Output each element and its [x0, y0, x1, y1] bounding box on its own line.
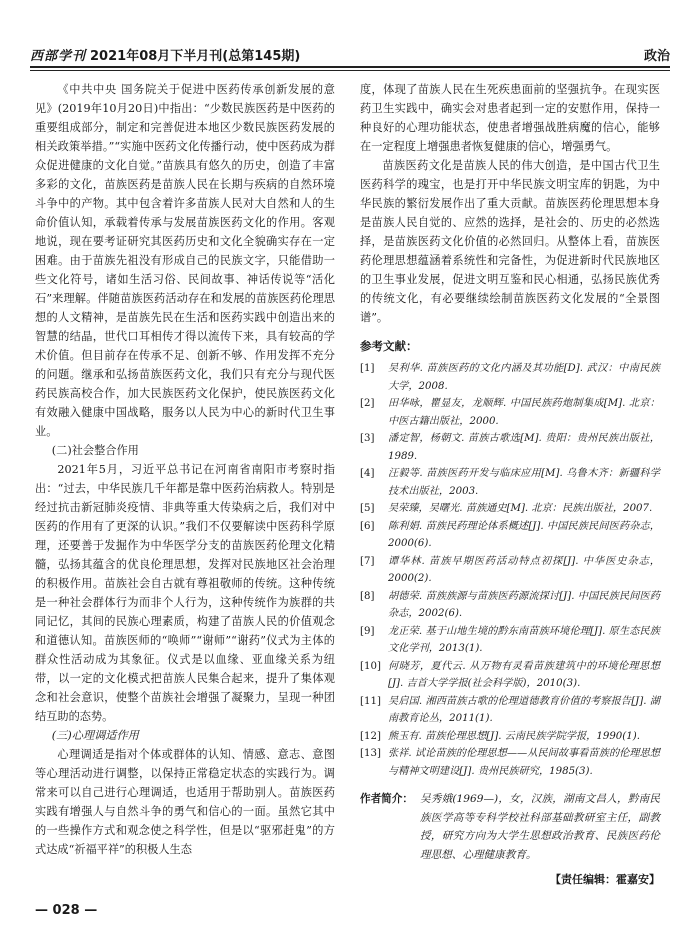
header-rule-thick [30, 66, 670, 68]
page-number: — 028 — [35, 903, 98, 918]
reference-item [360, 693, 660, 728]
reference-item [360, 553, 660, 588]
subheading-psych: (三)心理调适作用 [51, 729, 139, 742]
reference-item [360, 500, 660, 518]
reference-item [360, 518, 660, 553]
reference-number: [1] [360, 363, 375, 374]
author-bio: 吴秀娥(1969—)，女，汉族，湖南文昌人，黔南民族医学高等专科学校社科部基础教研室主任，副教授，研究方向为大学生思想政治教育、民族医药伦理思想、心理健康教育。 [420, 793, 660, 861]
references-list [360, 360, 660, 780]
reference-item [360, 465, 660, 500]
reference-number: [12] [360, 730, 381, 742]
subheading-social: (二)社会整合作用 [51, 444, 139, 457]
reference-text: 胡德荣. 苗族族源与苗族医药源流探讨[J]. 中国民族民间医药杂志，2002(6). [388, 590, 660, 619]
reference-text: 吴启国. 湘西苗族古歌的伦理道德教育价值的考察报告[J]. 湖南教育论丛，2011(1). [388, 695, 660, 724]
reference-text: 潘定智，杨朝文. 苗族古歌选[M]. 贵阳：贵州民族出版社，1989. [388, 433, 660, 462]
page-header [30, 40, 670, 64]
responsible-editor: 【责任编辑：霍嘉安】 [550, 873, 660, 886]
reference-number: [4] [360, 468, 375, 479]
reference-text: 熊玉有. 苗族伦理思想[J]. 云南民族学院学报，1990(1). [388, 730, 640, 742]
reference-number: [11] [360, 695, 381, 707]
reference-number: [3] [360, 433, 375, 444]
reference-item [360, 745, 660, 780]
reference-text: 吴荣臻，吴曙光. 苗族通史[M]. 北京：民族出版社，2007. [388, 503, 653, 514]
author-label: 作者简介： [360, 793, 413, 805]
header-rule-thin [30, 70, 670, 71]
reference-text: 陈利娟. 苗族民药理论体系概述[J]. 中国民族民间医药杂志，2000(6). [388, 520, 660, 549]
author-info [360, 790, 660, 864]
reference-text: 谭华林. 苗族早期医药活动特点初探[J]. 中华医史杂志，2000(2). [388, 555, 660, 584]
body-paragraph: 心理调适是指对个体或群体的认知、情感、意志、意图等心理活动进行调整，以保持正常稳定状态的实践行为。调常来可以自己进行心理调适，也适用于帮助别人。苗族医药实践有增强人与自然斗争的勇气和信心的一面。虽然它其中的一些操作方式和观念使之科学性，但是以“驱邪赶鬼”的方式达成“祈福平祥”的积极人生态 [35, 748, 335, 856]
reference-item [360, 395, 660, 430]
reference-number: [13] [360, 748, 381, 759]
section-title: 政治 [643, 49, 670, 64]
reference-item [360, 623, 660, 658]
body-paragraph: 苗族医药文化是苗族人民的伟大创造，是中国古代卫生医药科学的瑰宝，也是打开中华民族文明宝库的钥匙，为中华民族的繁衍发展作出了重大贡献。苗族医药伦理思想本身是苗族人民自觉的、应然的选择，是社会的、历史的必然选择，是苗族医药文化价值的必然回归。从整体上看，苗族医药伦理思想蕴涵着系统性和完备性，为促进新时代民族地区的卫生事业发展，促进文明互鉴和民心相通，弘扬民族优秀的传统文化，有必要继续绘制苗族医药文化发展的“全景图谱”。 [360, 159, 660, 324]
journal-logo: 西部学刊 [30, 49, 87, 64]
reference-number: [6] [360, 520, 375, 532]
body-paragraph: 2021年5月，习近平总书记在河南省南阳市考察时指出：“过去，中华民族几千年都是靠中医药治病救人。特别是经过抗击新冠肺炎疫情、非典等重大传染病之后，我们对中医药的作用有了更深的认识。”我们不仅要解读中医药科学原理，还要善于发掘作为中华医学分支的苗族医药伦理文化精髓，弘扬其蕴含的优良伦理思想，发挥对民族地区社会治理的积极作用。苗族社会自古就有尊祖敬师的传统。这种传统是一种社会群体行为而非个人行为，这种传统作为族群的共同记忆，其间的民族心理素质，构建了苗族人民的价值观念和道德认知。苗族医师的“唤师”“谢师”“谢药”仪式为主体的群众性活动成为其象征。仪式是以血缘、亚血缘关系为纽带，以一定的文化模式把苗族人民集合起来，提升了集体观念和社会意识，使整个苗族社会增强了凝聚力，呈现一种团结互助的态势。 [35, 463, 335, 723]
reference-text: 何晓芳，夏代云. 从万物有灵看苗族建筑中的环境伦理思想[J]. 吉首大学学报(社会科学版)，2010(3). [388, 660, 660, 689]
body-paragraph: 《中共中央 国务院关于促进中医药传承创新发展的意见》(2019年10月20日)中指出：“少数民族医药是中医药的重要组成部分，制定和完善促进本地区少数民族医药发展的相关政策举措。”“实施中医药文化传播行动，使中医药成为群众促进健康的文化自觉。”苗族具有悠久的历史，创造了丰富多彩的文化，苗族医药是苗族人民在长期与疾病的自然环境斗争中的产物。其中包含着许多苗族人民对大自然和人的生命价值认知，承载着传承与发展苗族医药文化的作用。客观地说，现在要考证研究其医药历史和文化全貌确实存在一定困难。由于苗族先祖没有形成自己的民族文字，只能借助一些文化符号，诸如生活习俗、民间故事、神话传说等“活化石”来理解。伴随苗族医药活动存在和发展的苗族医药伦理思想的人文精神，是苗族先民在生活和医药实践中创造出来的智慧的结晶，世代口耳相传才得以流传下来，具有较高的学术价值。但目前存在传承不足、创新不够、作用发挥不充分的问题。继承和弘扬苗族医药文化，我们只有充分与现代医药民族高校合作，加大民族医药文化保护，使民族医药文化有效融入健康中国战略，服务以人民为中心的新时代卫生事业。 [35, 83, 335, 438]
reference-text: 汪毅等. 苗族医药开发与临床应用[M]. 乌鲁木齐：新疆科学技术出版社，2003. [388, 468, 660, 497]
reference-number: [9] [360, 625, 375, 637]
reference-text: 张祥. 试论苗族的伦理思想——从民间故事看苗族的伦理思想与精神文明建设[J]. 贵州民族研究，1985(3). [388, 748, 660, 777]
header-left [30, 45, 300, 64]
reference-number: [10] [360, 660, 381, 672]
reference-text: 田华咏，瞿显友，龙顺辉. 中国民族药炮制集成[M]. 北京：中医古籍出版社，2000. [388, 398, 660, 427]
reference-number: [5] [360, 503, 375, 514]
reference-text: 龙正荣. 基于山地生境的黔东南苗族环境伦理[J]. 原生态民族文化学刊，2013(1). [388, 625, 660, 654]
left-column [35, 80, 335, 859]
reference-item [360, 360, 660, 395]
reference-item [360, 430, 660, 465]
body-paragraph: 度，体现了苗族人民在生死疾患面前的坚强抗争。在现实医药卫生实践中，确实会对患者起到一定的安慰作用，保持一种良好的心理功能状态，使患者增强战胜病魔的信心，能够在一定程度上增强患者恢复健康的信心，增强勇气。 [360, 83, 660, 153]
reference-number: [2] [360, 398, 375, 409]
issue-info: 2021年08月下半月刊(总第145期) [90, 49, 301, 64]
reference-number: [8] [360, 590, 375, 602]
reference-item [360, 588, 660, 623]
right-column [360, 80, 660, 889]
reference-item [360, 728, 660, 746]
reference-text: 吴利华. 苗族医药的文化内涵及其功能[D]. 武汉：中南民族大学，2008. [388, 363, 660, 392]
reference-number: [7] [360, 555, 375, 567]
references-title: 参考文献： [360, 339, 418, 353]
reference-item [360, 658, 660, 693]
